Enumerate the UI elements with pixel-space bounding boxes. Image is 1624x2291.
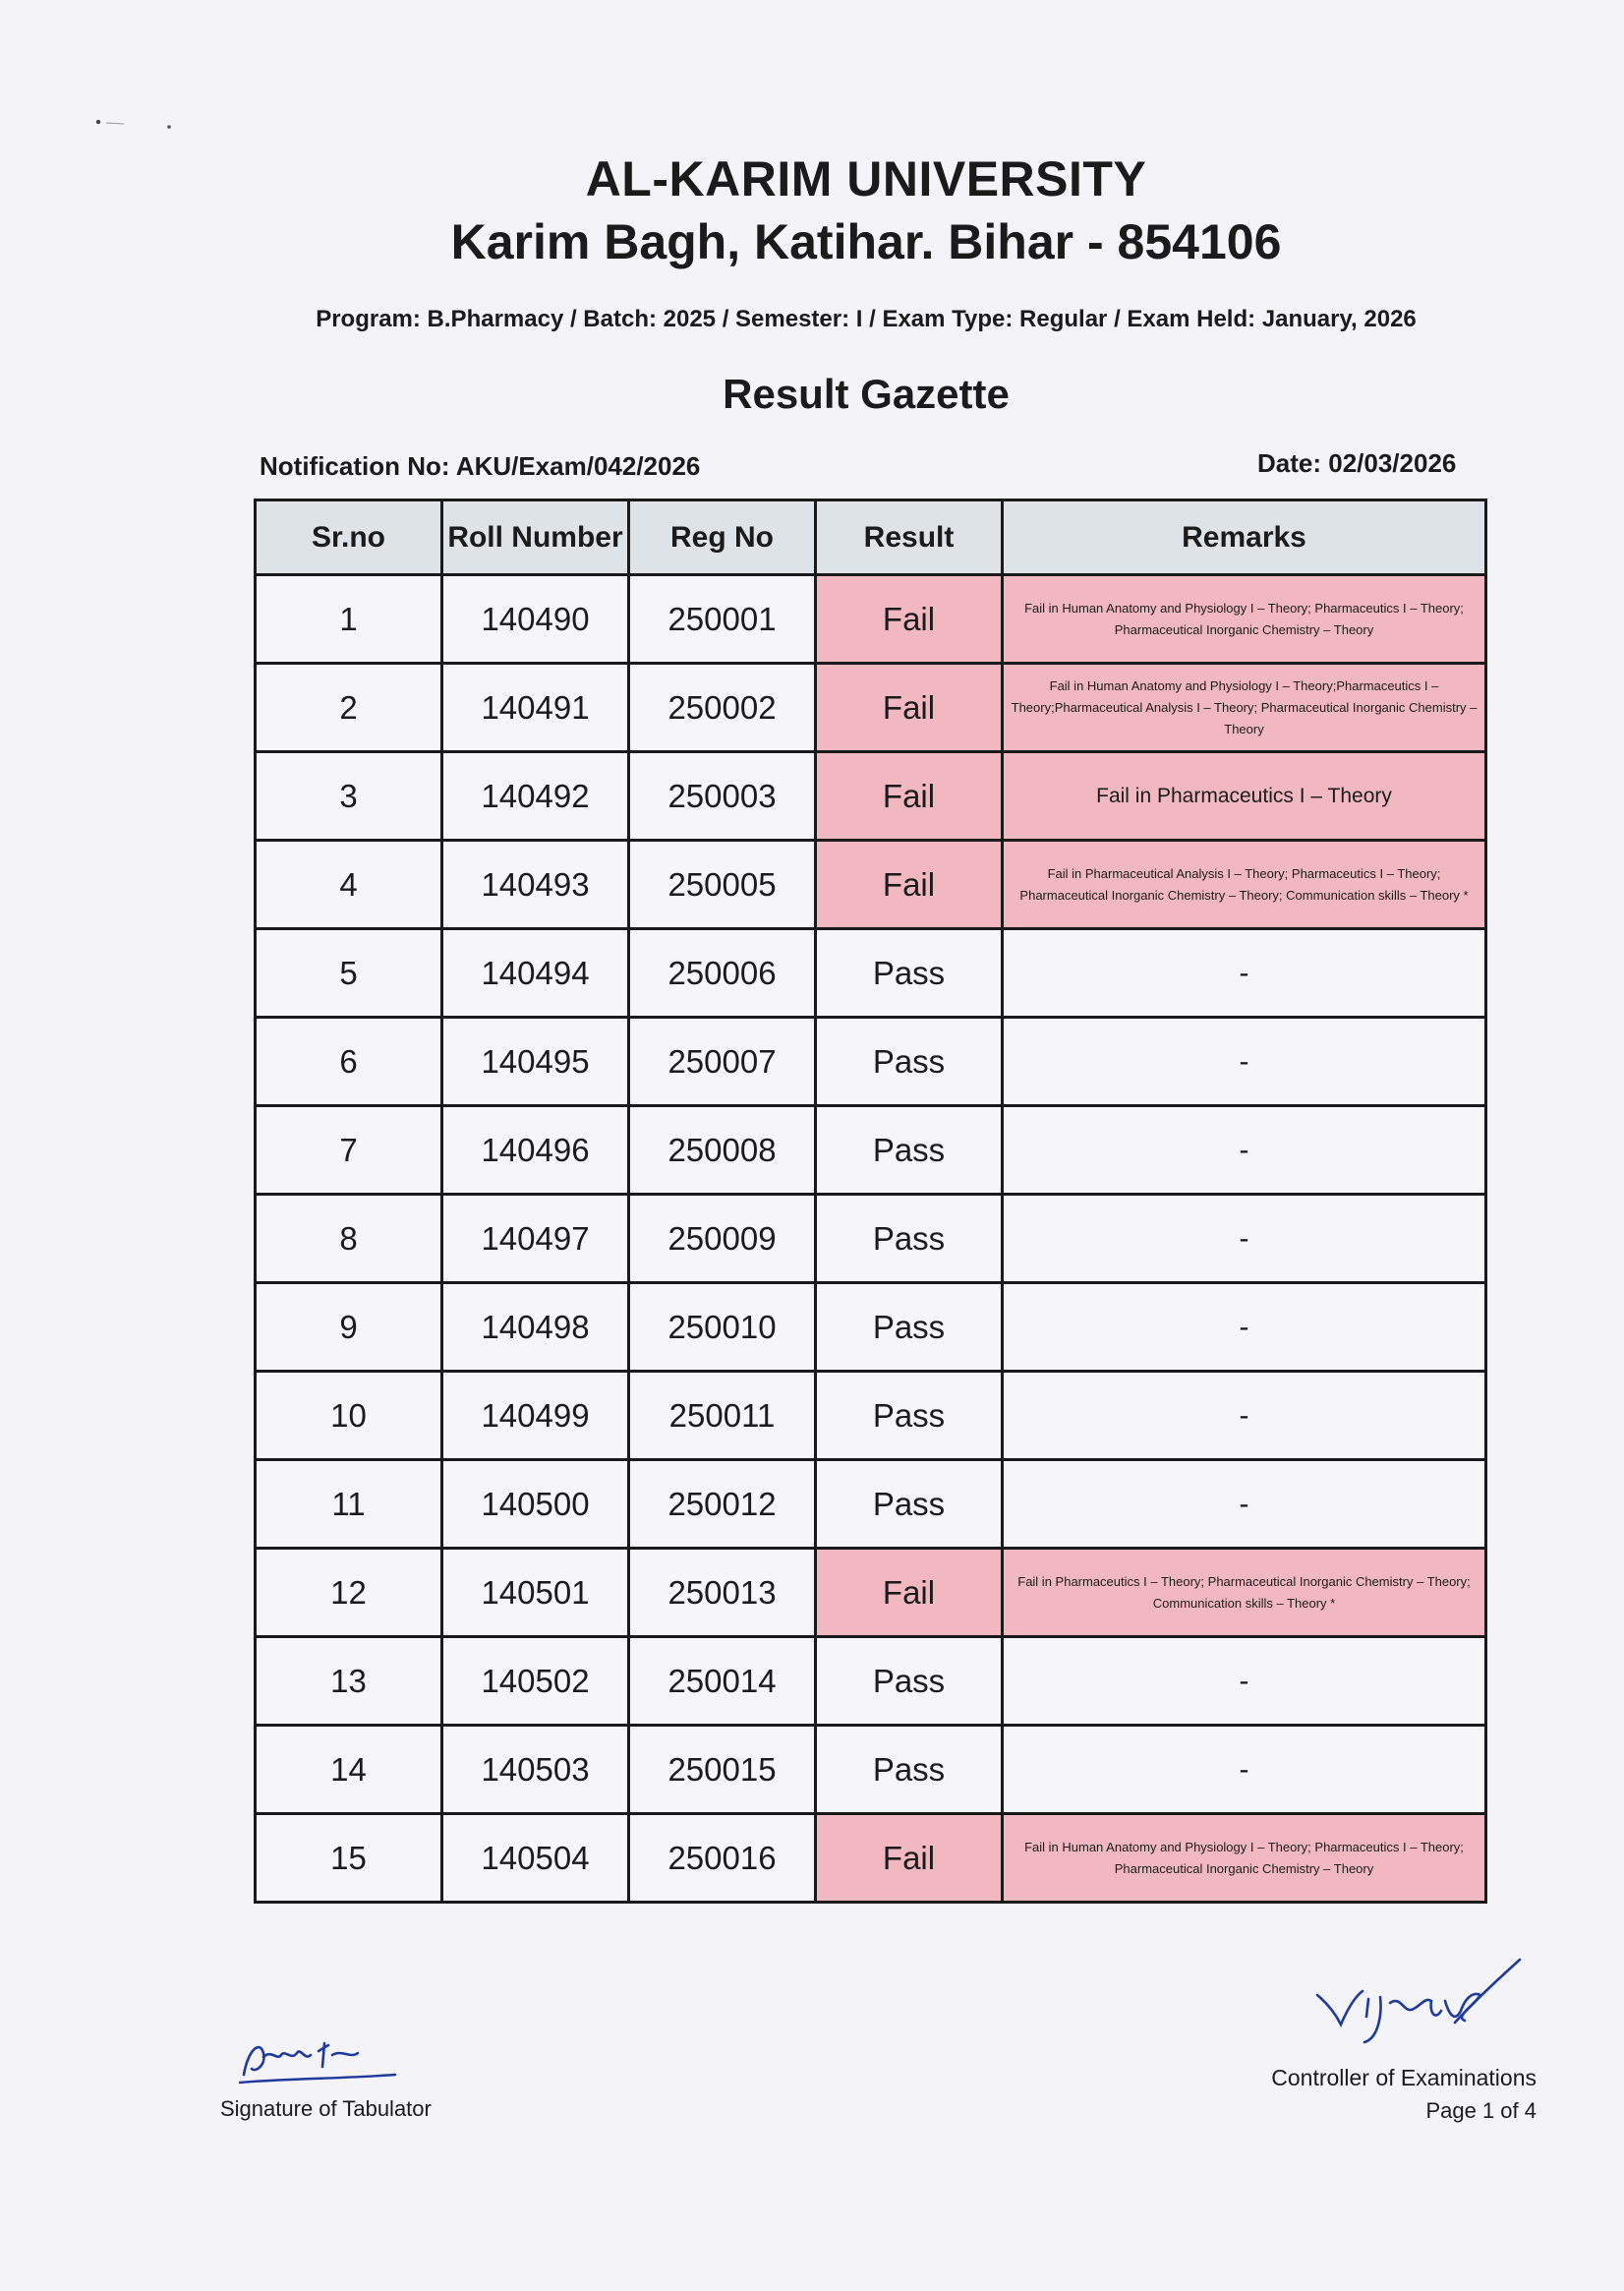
roll-number-cell: 140501: [442, 1549, 629, 1637]
university-name: AL-KARIM UNIVERSITY: [585, 151, 1147, 206]
remarks-cell: Fail in Pharmaceutics I – Theory: [1003, 752, 1486, 841]
scan-speck-mark: [94, 118, 173, 130]
reg-no-cell: 250001: [629, 575, 816, 664]
gazette-title: Result Gazette: [723, 371, 1010, 417]
result-cell: Pass: [816, 1726, 1003, 1814]
roll-number-cell: 140496: [442, 1106, 629, 1195]
remarks-cell: Fail in Pharmaceutical Analysis I – Theory; Pharmaceutics I – Theory; Pharmaceutical Inorganic Chemistry – Theory; Communication skills – Theory *: [1003, 841, 1486, 929]
result-cell: Pass: [816, 929, 1003, 1018]
program-details: Program: B.Pharmacy / Batch: 2025 / Semester: I / Exam Type: Regular / Exam Held: January, 2026: [316, 306, 1417, 332]
sr-no-cell: 9: [256, 1283, 442, 1372]
reg-no-cell: 250007: [629, 1018, 816, 1106]
remarks-cell: -: [1003, 929, 1486, 1018]
reg-no-cell: 250011: [629, 1372, 816, 1460]
sr-no-cell: 11: [256, 1460, 442, 1549]
roll-number-cell: 140493: [442, 841, 629, 929]
sr-no-cell: 8: [256, 1195, 442, 1283]
tabulator-signature: [234, 2031, 401, 2090]
result-cell: Pass: [816, 1018, 1003, 1106]
sr-no-cell: 12: [256, 1549, 442, 1637]
table-header-row: [256, 500, 1486, 575]
controller-label: Controller of Examinations: [1271, 2065, 1537, 2090]
roll-number-cell: 140494: [442, 929, 629, 1018]
roll-number-cell: 140490: [442, 575, 629, 664]
tabulator-label: Signature of Tabulator: [220, 2096, 432, 2121]
column-header-reg-no: Reg No: [629, 500, 816, 575]
reg-no-cell: 250008: [629, 1106, 816, 1195]
reg-no-cell: 250002: [629, 664, 816, 752]
table-row: [256, 1018, 1486, 1106]
reg-no-cell: 250013: [629, 1549, 816, 1637]
remarks-cell: -: [1003, 1726, 1486, 1814]
sr-no-cell: 3: [256, 752, 442, 841]
result-cell: Pass: [816, 1637, 1003, 1726]
reg-no-cell: 250016: [629, 1814, 816, 1903]
sr-no-cell: 4: [256, 841, 442, 929]
result-cell: Pass: [816, 1283, 1003, 1372]
table-row: [256, 841, 1486, 929]
table-row: [256, 1372, 1486, 1460]
reg-no-cell: 250003: [629, 752, 816, 841]
table-row: [256, 1637, 1486, 1726]
sr-no-cell: 1: [256, 575, 442, 664]
column-header-roll-number: Roll Number: [442, 500, 629, 575]
sr-no-cell: 2: [256, 664, 442, 752]
sr-no-cell: 7: [256, 1106, 442, 1195]
remarks-cell: -: [1003, 1637, 1486, 1726]
remarks-cell: -: [1003, 1283, 1486, 1372]
roll-number-cell: 140500: [442, 1460, 629, 1549]
reg-no-cell: 250010: [629, 1283, 816, 1372]
remarks-cell: -: [1003, 1018, 1486, 1106]
roll-number-cell: 140502: [442, 1637, 629, 1726]
table-row: [256, 1195, 1486, 1283]
table-row: [256, 1726, 1486, 1814]
remarks-cell: -: [1003, 1195, 1486, 1283]
column-header-remarks: Remarks: [1003, 500, 1486, 575]
reg-no-cell: 250009: [629, 1195, 816, 1283]
reg-no-cell: 250014: [629, 1637, 816, 1726]
controller-signature: [1307, 1952, 1524, 2045]
roll-number-cell: 140503: [442, 1726, 629, 1814]
sr-no-cell: 15: [256, 1814, 442, 1903]
table-row: [256, 1106, 1486, 1195]
table-row: [256, 1460, 1486, 1549]
table-row: [256, 929, 1486, 1018]
notification-date: Date: 02/03/2026: [1257, 448, 1457, 478]
sr-no-cell: 14: [256, 1726, 442, 1814]
table-row: [256, 1549, 1486, 1637]
notification-number: Notification No: AKU/Exam/042/2026: [260, 451, 701, 481]
remarks-cell: Fail in Human Anatomy and Physiology I – Theory;Pharmaceutics I – Theory;Pharmaceutical Analysis I – Theory; Pharmaceutical Inorganic Chemistry – Theory: [1003, 664, 1486, 752]
table-row: [256, 1283, 1486, 1372]
roll-number-cell: 140499: [442, 1372, 629, 1460]
roll-number-cell: 140495: [442, 1018, 629, 1106]
roll-number-cell: 140504: [442, 1814, 629, 1903]
table-row: [256, 1814, 1486, 1903]
result-cell: Fail: [816, 575, 1003, 664]
result-cell: Fail: [816, 841, 1003, 929]
result-cell: Fail: [816, 664, 1003, 752]
remarks-cell: Fail in Pharmaceutics I – Theory; Pharmaceutical Inorganic Chemistry – Theory; Communication skills – Theory *: [1003, 1549, 1486, 1637]
reg-no-cell: 250005: [629, 841, 816, 929]
roll-number-cell: 140491: [442, 664, 629, 752]
column-header-result: Result: [816, 500, 1003, 575]
roll-number-cell: 140497: [442, 1195, 629, 1283]
table-row: [256, 575, 1486, 664]
result-cell: Pass: [816, 1372, 1003, 1460]
table-row: [256, 752, 1486, 841]
reg-no-cell: 250012: [629, 1460, 816, 1549]
reg-no-cell: 250015: [629, 1726, 816, 1814]
remarks-cell: -: [1003, 1460, 1486, 1549]
reg-no-cell: 250006: [629, 929, 816, 1018]
remarks-cell: Fail in Human Anatomy and Physiology I – Theory; Pharmaceutics I – Theory; Pharmaceutical Inorganic Chemistry – Theory: [1003, 575, 1486, 664]
sr-no-cell: 6: [256, 1018, 442, 1106]
result-cell: Fail: [816, 752, 1003, 841]
column-header-sr-no: Sr.no: [256, 500, 442, 575]
result-cell: Pass: [816, 1195, 1003, 1283]
sr-no-cell: 10: [256, 1372, 442, 1460]
university-header: [0, 147, 1624, 273]
results-table: [254, 499, 1487, 1904]
result-cell: Fail: [816, 1814, 1003, 1903]
remarks-cell: Fail in Human Anatomy and Physiology I – Theory; Pharmaceutics I – Theory; Pharmaceutical Inorganic Chemistry – Theory: [1003, 1814, 1486, 1903]
remarks-cell: -: [1003, 1372, 1486, 1460]
result-cell: Pass: [816, 1106, 1003, 1195]
remarks-cell: -: [1003, 1106, 1486, 1195]
sr-no-cell: 5: [256, 929, 442, 1018]
result-cell: Pass: [816, 1460, 1003, 1549]
result-cell: Fail: [816, 1549, 1003, 1637]
table-row: [256, 664, 1486, 752]
roll-number-cell: 140492: [442, 752, 629, 841]
results-table-body: [256, 575, 1486, 1903]
sr-no-cell: 13: [256, 1637, 442, 1726]
page-number: Page 1 of 4: [1425, 2098, 1537, 2123]
roll-number-cell: 140498: [442, 1283, 629, 1372]
university-address: Karim Bagh, Katihar. Bihar - 854106: [450, 214, 1282, 269]
